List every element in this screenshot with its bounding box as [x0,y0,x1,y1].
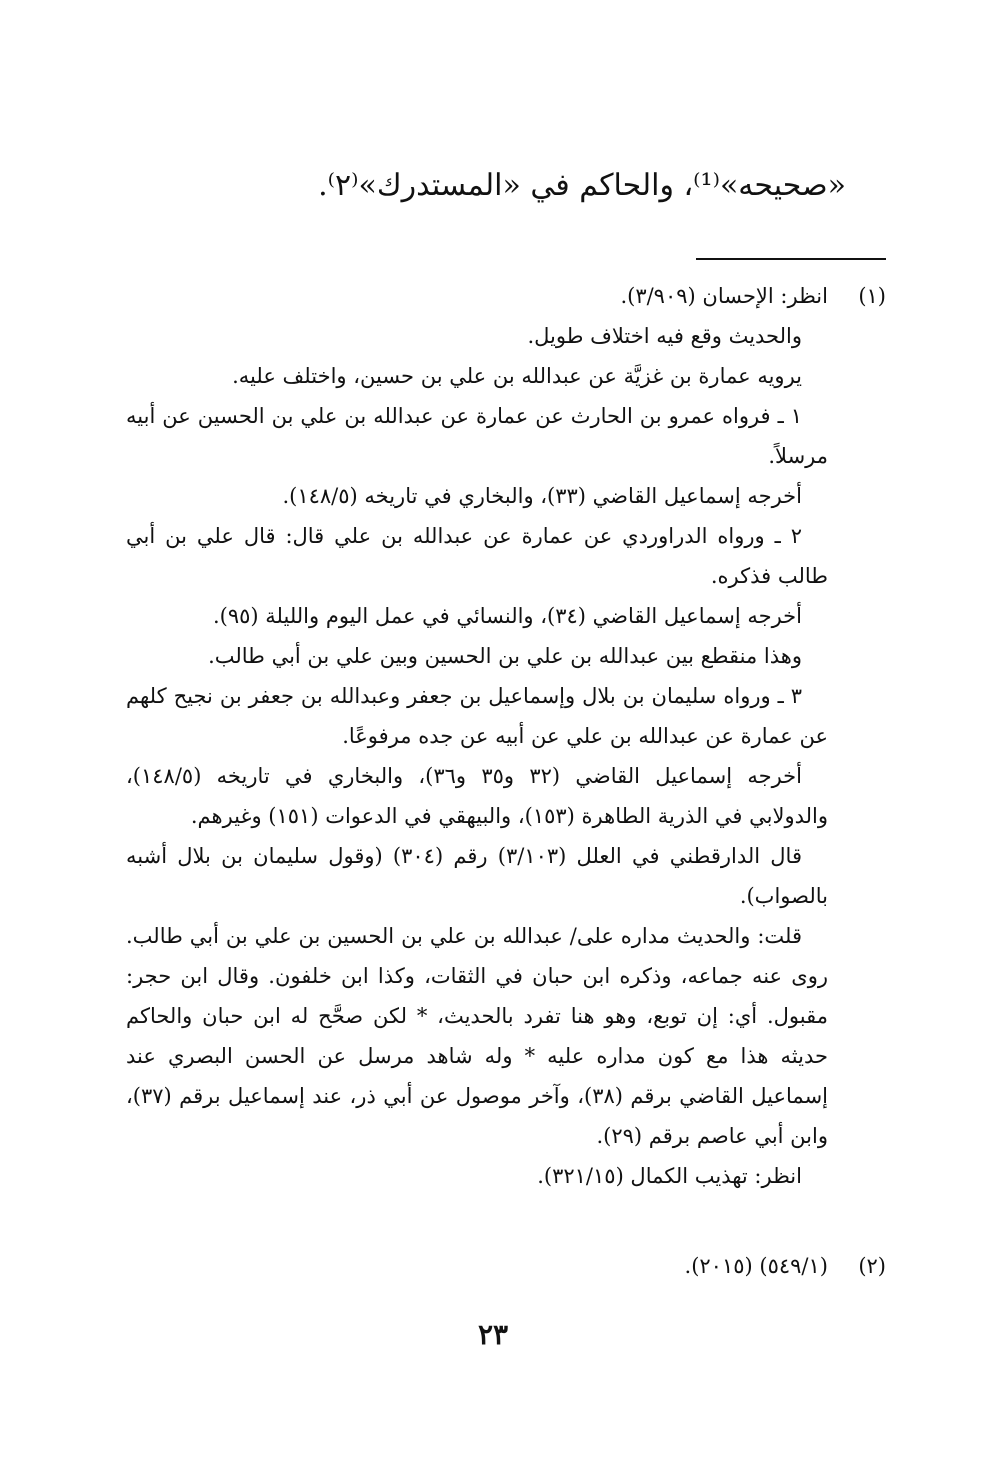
footnote-separator [696,258,886,260]
footnote-line: قلت: والحديث مداره على/ عبدالله بن علي بن الحسين بن علي بن أبي طالب. روى عنه جماعه، وذكره ابن حبان في الثقات، وكذا ابن خلفون. وقال ابن حجر: مقبول. أي: إن توبع، وهو هنا تفرد بالحديث، * لكن صحَّح له ابن حبان والحاكم حديثه هذا مع كون مداره عليه * وله شاهد مرسل عن الحسن البصري عند إسماعيل القاضي برقم (٣٨)، وآخر موصول عن أبي ذر، عند إسماعيل برقم (٣٧)، وابن أبي عاصم برقم (٢٩). [126,924,828,1148]
footnote-number: (٢) [858,1254,886,1278]
footnote-line: أخرجه إسماعيل القاضي (٣٣)، والبخاري في تاريخه (١٤٨/٥). [282,484,802,508]
footnote-2 [126,1246,886,1286]
footnote-1 [126,276,886,1196]
footnote-line: وهذا منقطع بين عبدالله بن علي بن الحسين وبين علي بن أبي طالب. [208,644,802,668]
footnote-line: انظر: الإحسان (٣/٩٠٩). [620,284,828,308]
page-number: ٢٣ [477,1318,509,1351]
footnote-line: ٣ ـ ورواه سليمان بن بلال وإسماعيل بن جعفر وعبدالله بن جعفر بن نجيح كلهم عن عمارة عن عبدالله بن علي عن أبيه عن جده مرفوعًا. [126,684,828,748]
footnote-line: (٥٤٩/١) (٢٠١٥). [684,1254,828,1278]
footnote-line: انظر: تهذيب الكمال (٣٢١/١٥). [537,1164,802,1188]
footnote-line: يرويه عمارة بن غزيَّة عن عبدالله بن علي بن حسين، واختلف عليه. [232,364,802,388]
footnote-line: قال الدارقطني في العلل (٣/١٠٣) رقم (٣٠٤) (وقول سليمان بن بلال أشبه بالصواب). [126,844,828,908]
footnote-line: أخرجه إسماعيل القاضي (٣٤)، والنسائي في عمل اليوم والليلة (٩٥). [212,604,802,628]
footnote-body [126,1246,828,1286]
main-text: «صحيحه»⁽¹⁾، والحاكم في «المستدرك»⁽٢⁾. [318,168,846,203]
footnote-line: أخرجه إسماعيل القاضي (٣٢ و٣٥ و٣٦)، والبخاري في تاريخه (١٤٨/٥)، والدولابي في الذرية الطاهرة (١٥٣)، والبيهقي في الدعوات (١٥١) وغيرهم. [126,764,828,828]
footnote-body [126,276,828,1196]
footnote-line: ١ ـ فرواه عمرو بن الحارث عن عمارة عن عبدالله بن علي بن الحسين عن أبيه مرسلاً. [126,404,828,468]
footnote-line: ٢ ـ ورواه الدراوردي عن عمارة عن عبدالله بن علي قال: قال علي بن أبي طالب فذكره. [126,524,828,588]
footnote-number: (١) [858,284,886,308]
footnote-line: والحديث وقع فيه اختلاف طويل. [527,324,802,348]
